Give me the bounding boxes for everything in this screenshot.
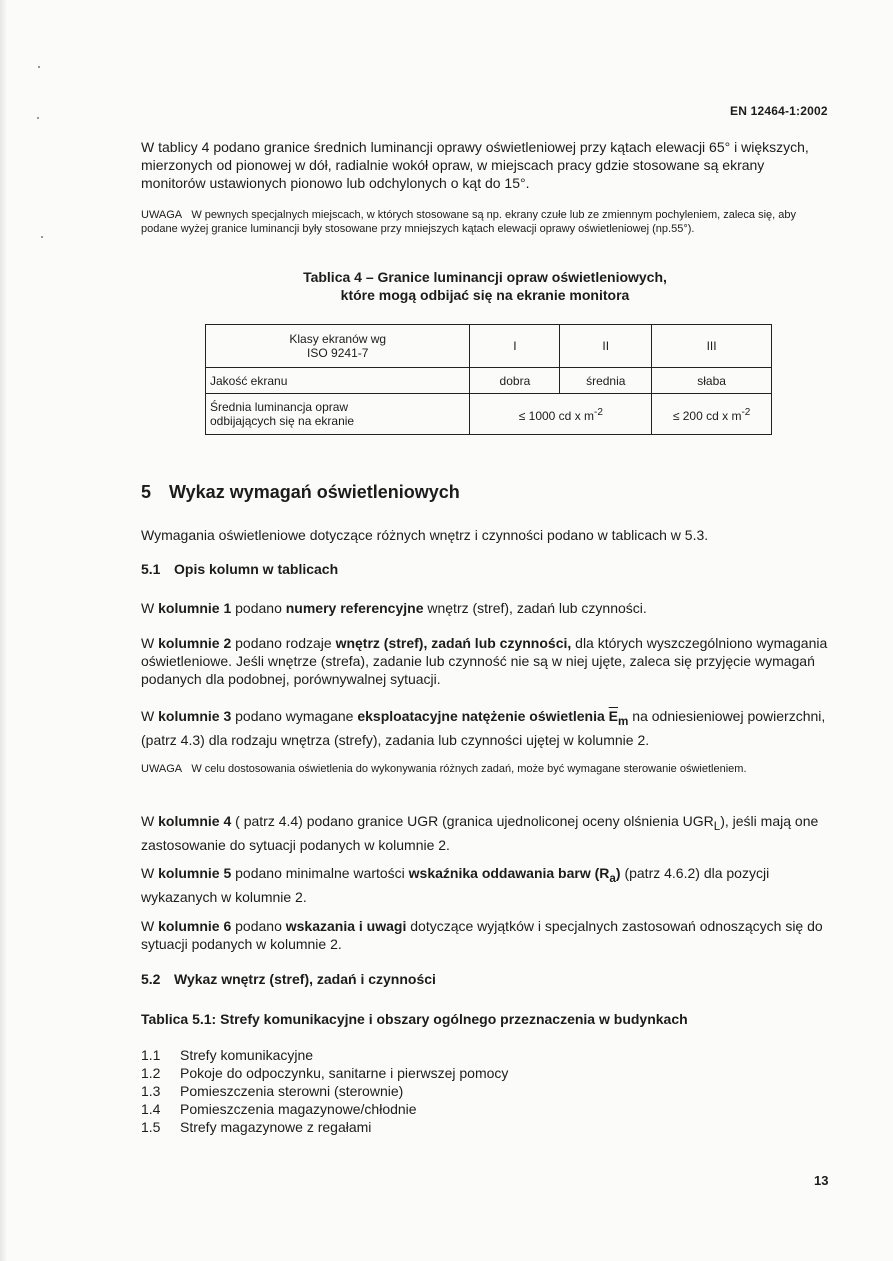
column-5-description: W kolumnie 5 podano minimalne wartości wskaźnika oddawania barw $(R_a)$ (patrz 4.6.2) dla pozycji wykazanych w kolumnie 2. [141, 865, 770, 905]
list-item: 1.4 Pomieszczenia magazynowe/chłodnie [141, 1101, 417, 1117]
cell-text: ≤ 200 cd x m [672, 408, 742, 423]
column-3-description: W kolumnie 3 podano wymagane eksploatacyjne natężenie oświetlenia $\overline{E}_m$ na odniesieniowej powierzchni, (patrz 4.3) dla rodzaju wnętrza (strefy), zadania lub czynności ujętej w kolumnie 2. [141, 708, 826, 748]
cell-text: Średnia luminancja opraw [210, 400, 349, 414]
subsection-5-1-heading [141, 561, 338, 577]
table-row [206, 368, 772, 394]
header-cell [206, 325, 470, 368]
quality-cell: dobra [470, 368, 560, 394]
section-title: Wykaz wymagań oświetleniowych [169, 482, 460, 502]
luminance-cell [470, 394, 652, 435]
list-item: 1.5 Strefy magazynowe z regałami [141, 1119, 372, 1135]
cell-text: ≤ 1000 cd x m [518, 408, 595, 423]
subsection-number: 5.1 [141, 561, 161, 577]
row-label-cell [206, 394, 470, 435]
table4-caption-line1: Tablica 4 – Granice luminancji opraw oświetleniowych, [303, 269, 667, 285]
luminance-cell [652, 394, 772, 435]
table-row [206, 325, 772, 368]
note-label: UWAGA [141, 763, 183, 775]
list-item: 1.1 Strefy komunikacyjne [141, 1047, 314, 1063]
row-label-cell: Jakość ekranu [206, 368, 470, 394]
note-label: UWAGA [141, 209, 183, 221]
exponent: -2 [741, 406, 751, 418]
column-6-description: W kolumnie 6 podano wskazania i uwagi dotyczące wyjątków i specjalnych zastosowań odnoszących się do sytuacji podanych w kolumnie 2. [141, 918, 823, 952]
column-1-description: W kolumnie 1 podano numery referencyjne wnętrz (stref), zadań lub czynności. [141, 600, 647, 616]
cell-text: ISO 9241-7 [307, 346, 369, 360]
subsection-title: Wykaz wnętrz (stref), zadań i czynności [174, 971, 436, 987]
table-row [206, 394, 772, 435]
cell-text: odbijających się na ekranie [210, 414, 355, 428]
subsection-5-2-heading [141, 971, 436, 987]
section-5-intro: Wymagania oświetleniowe dotyczące różnych wnętrz i czynności podano w tablicach w 5.3. [141, 527, 709, 543]
note-text: W celu dostosowania oświetlenia do wykonywania różnych zadań, może być wymagane sterowanie oświetleniem. [191, 763, 747, 775]
note-paragraph [141, 208, 831, 236]
table4-caption [200, 268, 770, 304]
list-item: 1.2 Pokoje do odpoczynku, sanitarne i pierwszej pomocy [141, 1065, 509, 1081]
class-cell: I [470, 325, 560, 368]
scan-edge [0, 0, 7, 1261]
class-cell: II [560, 325, 652, 368]
note-2-paragraph [141, 762, 831, 776]
page-number: 13 [814, 1173, 829, 1188]
subsection-number: 5.2 [141, 971, 161, 987]
zone-list [141, 1046, 508, 1136]
class-cell: III [652, 325, 772, 368]
document-id: EN 12464-1:2002 [730, 104, 828, 118]
section-number: 5 [141, 482, 152, 502]
scan-speck [37, 117, 39, 119]
list-item: 1.3 Pomieszczenia sterowni (sterownie) [141, 1083, 404, 1099]
exponent: -2 [594, 406, 603, 418]
column-4-description: W kolumnie 4 ( patrz 4.4) podano granice UGR (granica ujednoliconej oceny olśnienia $UGR_L$), jeśli mają one zastosowanie do sytuacji podanych w kolumnie 2. [141, 813, 819, 853]
scan-speck [38, 66, 40, 68]
table4-caption-line2: które mogą odbijać się na ekranie monitora [340, 287, 630, 303]
column-2-description: W kolumnie 2 podano rodzaje wnętrz (stref), zadań lub czynności, dla których wyszczególniono wymagania oświetleniowe. Jeśli wnętrze (strefa), zadanie lub czynność nie są w niej ujęte, zaleca się przyjęcie wymagań podanych dla podobnej, porównywalnej sytuacji. [141, 635, 828, 687]
cell-text: Klasy ekranów wg [289, 332, 387, 346]
illuminance-symbol: $\overline{E}_m$ [608, 708, 629, 728]
quality-cell: średnia [560, 368, 652, 394]
intro-paragraph: W tablicy 4 podano granice średnich luminancji oprawy oświetleniowej przy kątach elewacji 65° i większych, mierzonych od pionowej w dół, radialnie wokół opraw, w miejscach pracy gdzie stosowane są ekrany monitorów ustawionych pionowo lub odchylonych o kąt do 15°. [141, 139, 809, 191]
luminance-table [205, 324, 772, 435]
subsection-title: Opis kolumn w tablicach [174, 561, 339, 577]
table-5-1-title: Tablica 5.1: Strefy komunikacyjne i obszary ogólnego przeznaczenia w budynkach [141, 1011, 688, 1027]
scan-speck [41, 236, 43, 238]
note-text: W pewnych specjalnych miejscach, w których stosowane są np. ekrany czułe lub ze zmiennym pochyleniem, zaleca się, aby podane wyżej granice luminancji były stosowane przy mniejszych kątach elewacji oprawy oświetleniowej (np.55°). [141, 209, 796, 235]
quality-cell: słaba [652, 368, 772, 394]
section-5-heading [141, 482, 460, 503]
